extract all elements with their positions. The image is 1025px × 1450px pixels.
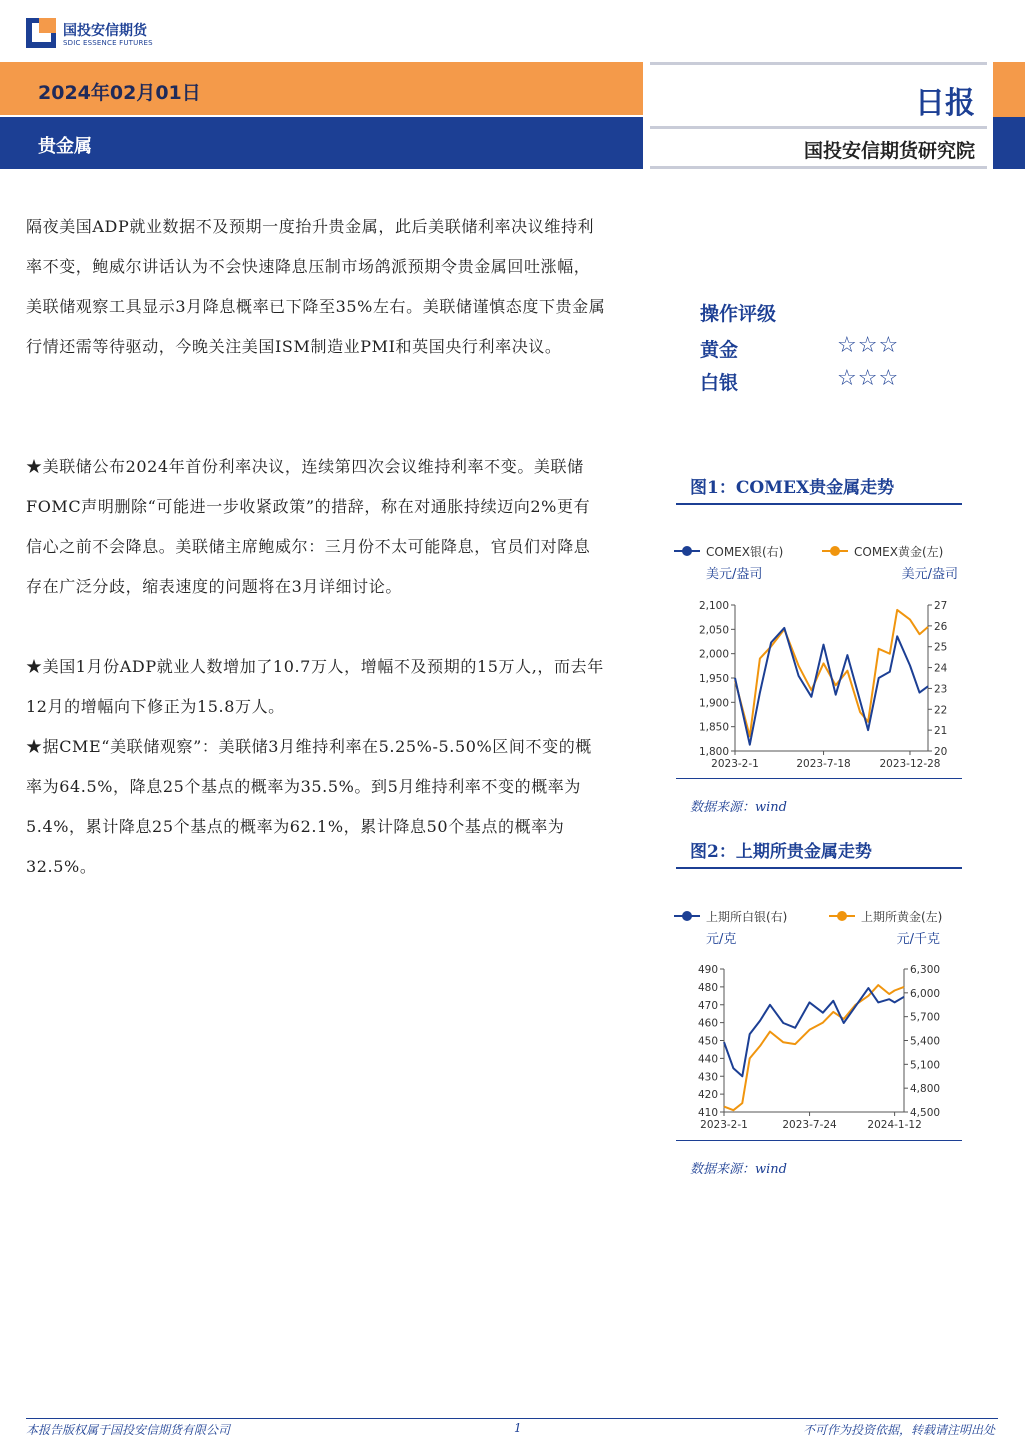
y-left-tick-label: 1,900 bbox=[698, 697, 729, 710]
rating-stars: ☆☆☆ bbox=[837, 333, 900, 358]
rating-panel bbox=[700, 298, 960, 397]
y-right-tick-label: 26 bbox=[934, 620, 948, 633]
y-left-tick-label: 1,950 bbox=[698, 673, 729, 685]
rating-stars: ☆☆☆ bbox=[837, 366, 900, 391]
figure-2-source: 数据来源：wind bbox=[690, 1162, 787, 1177]
y-left-tick-label: 2,050 bbox=[698, 624, 729, 637]
y-right-tick-label: 25 bbox=[934, 641, 948, 654]
summary-paragraph: 隔夜美国ADP就业数据不及预期一度抬升贵金属，此后美联储利率决议维持利率不变，鲍威尔讲话认为不会快速降息压制市场鸽派预期令贵金属回吐涨幅，美联储观察工具显示3月降息概率已下降至35%左右。美联储谨慎态度下贵金属行情还需等待驱动，今晚关注美国ISM制造业PMI和英国央行利率决议。 bbox=[26, 217, 606, 356]
y-left-unit: 元/克 bbox=[706, 932, 737, 947]
report-date: 2024年02月01日 bbox=[38, 82, 201, 104]
header-divider bbox=[650, 126, 987, 129]
report-category: 贵金属 bbox=[38, 136, 92, 157]
y-right-tick-label: 22 bbox=[934, 704, 948, 717]
y-left-tick-label: 1,800 bbox=[698, 746, 729, 758]
rating-title: 操作评级 bbox=[700, 303, 777, 325]
shfe-chart bbox=[670, 895, 970, 1140]
y-left-tick-label: 420 bbox=[697, 1089, 718, 1102]
header-divider bbox=[650, 166, 987, 169]
footer-copyright: 本报告版权属于国投安信期货有限公司 bbox=[26, 1423, 231, 1437]
figure-rule bbox=[676, 1140, 962, 1141]
y-right-tick-label: 6,300 bbox=[910, 964, 941, 976]
bullet-paragraph: ★据CME“美联储观察”：美联储3月维持利率在5.25%-5.50%区间不变的概率为64.5%，降息25个基点的概率为35.5%。到5月维持利率不变的概率为5.4%，累计降息25个基点的概率为62.1%，累计降息50个基点的概率为32.5%。 bbox=[26, 737, 592, 876]
x-tick-label: 2023-7-18 bbox=[796, 758, 851, 770]
y-right-tick-label: 23 bbox=[934, 683, 948, 696]
y-left-tick-label: 410 bbox=[697, 1107, 718, 1119]
legend-marker bbox=[682, 911, 692, 921]
y-left-tick-label: 490 bbox=[697, 964, 718, 976]
legend-label: 上期所黄金(左) bbox=[861, 910, 943, 924]
y-right-tick-label: 4,800 bbox=[910, 1083, 941, 1096]
y-left-tick-label: 480 bbox=[697, 981, 718, 994]
y-right-unit: 美元/盎司 bbox=[901, 567, 958, 582]
logo-english-name: SDIC ESSENCE FUTURES bbox=[63, 39, 153, 47]
header-divider bbox=[650, 62, 987, 65]
y-left-tick-label: 2,100 bbox=[698, 600, 729, 612]
y-left-tick-label: 430 bbox=[697, 1071, 718, 1084]
x-tick-label: 2023-12-28 bbox=[879, 758, 941, 770]
page-number: 1 bbox=[514, 1421, 522, 1435]
rating-label: 黄金 bbox=[700, 339, 739, 361]
x-tick-label: 2023-2-1 bbox=[700, 1119, 748, 1131]
x-tick-label: 2023-7-24 bbox=[782, 1119, 837, 1131]
series-line bbox=[724, 985, 904, 1110]
institute-name: 国投安信期货研究院 bbox=[803, 140, 975, 162]
rating-label: 白银 bbox=[700, 372, 739, 394]
figure-rule bbox=[676, 867, 962, 869]
legend-marker bbox=[830, 546, 840, 556]
y-left-tick-label: 460 bbox=[697, 1017, 718, 1030]
x-tick-label: 2023-2-1 bbox=[711, 758, 759, 770]
y-right-tick-label: 24 bbox=[934, 662, 948, 675]
report-type: 日报 bbox=[915, 86, 975, 121]
series-line bbox=[724, 988, 904, 1076]
company-logo bbox=[26, 18, 166, 52]
y-left-tick-label: 1,850 bbox=[698, 721, 729, 734]
bullet-paragraph: ★美国1月份ADP就业人数增加了10.7万人，增幅不及预期的15万人,，而去年12月的增幅向下修正为15.8万人。 bbox=[26, 657, 604, 716]
figure-rule bbox=[676, 778, 962, 779]
rating-row bbox=[700, 331, 960, 364]
legend-label: COMEX黄金(左) bbox=[854, 545, 944, 559]
y-right-tick-label: 21 bbox=[934, 725, 948, 738]
y-left-unit: 美元/盎司 bbox=[706, 567, 763, 582]
comex-chart bbox=[670, 530, 970, 780]
y-right-tick-label: 5,400 bbox=[910, 1035, 941, 1048]
y-right-tick-label: 27 bbox=[934, 600, 948, 612]
legend-marker bbox=[837, 911, 847, 921]
logo-mark-icon bbox=[26, 18, 56, 48]
y-left-tick-label: 2,000 bbox=[698, 648, 729, 661]
y-right-tick-label: 6,000 bbox=[910, 987, 941, 1000]
figure-rule bbox=[676, 503, 962, 505]
figure-2-title: 图2：上期所贵金属走势 bbox=[690, 842, 872, 862]
rating-row bbox=[700, 364, 960, 397]
y-right-tick-label: 5,100 bbox=[910, 1059, 941, 1072]
legend-label: COMEX银(右) bbox=[706, 545, 784, 559]
footer-rule bbox=[26, 1418, 998, 1419]
figure-1-source: 数据来源：wind bbox=[690, 800, 787, 815]
y-right-unit: 元/千克 bbox=[896, 932, 940, 947]
series-line bbox=[735, 628, 928, 745]
legend-label: 上期所白银(右) bbox=[706, 910, 788, 924]
category-band bbox=[0, 117, 643, 169]
footer-disclaimer: 不可作为投资依据，转载请注明出处 bbox=[802, 1423, 995, 1437]
y-right-tick-label: 5,700 bbox=[910, 1011, 941, 1024]
y-right-tick-label: 4,500 bbox=[910, 1107, 941, 1119]
bullet-paragraph: ★美联储公布2024年首份利率决议，连续第四次会议维持利率不变。美联储FOMC声明删除“可能进一步收紧政策”的措辞，称在对通胀持续迈向2%更有信心之前不会降息。美联储主席鲍威尔：三月份不太可能降息，官员们对降息存在广泛分歧，缩表速度的问题将在3月详细讨论。 bbox=[26, 457, 591, 596]
legend-marker bbox=[682, 546, 692, 556]
y-left-tick-label: 450 bbox=[697, 1035, 718, 1048]
logo-name: 国投安信期货 bbox=[63, 23, 147, 39]
y-left-tick-label: 470 bbox=[697, 999, 718, 1012]
header-edge-accent bbox=[993, 117, 1025, 169]
y-left-tick-label: 440 bbox=[697, 1053, 718, 1066]
date-band bbox=[0, 62, 643, 115]
y-right-tick-label: 20 bbox=[934, 746, 948, 758]
figure-1-title: 图1：COMEX贵金属走势 bbox=[690, 478, 895, 498]
x-tick-label: 2024-1-12 bbox=[867, 1119, 922, 1131]
